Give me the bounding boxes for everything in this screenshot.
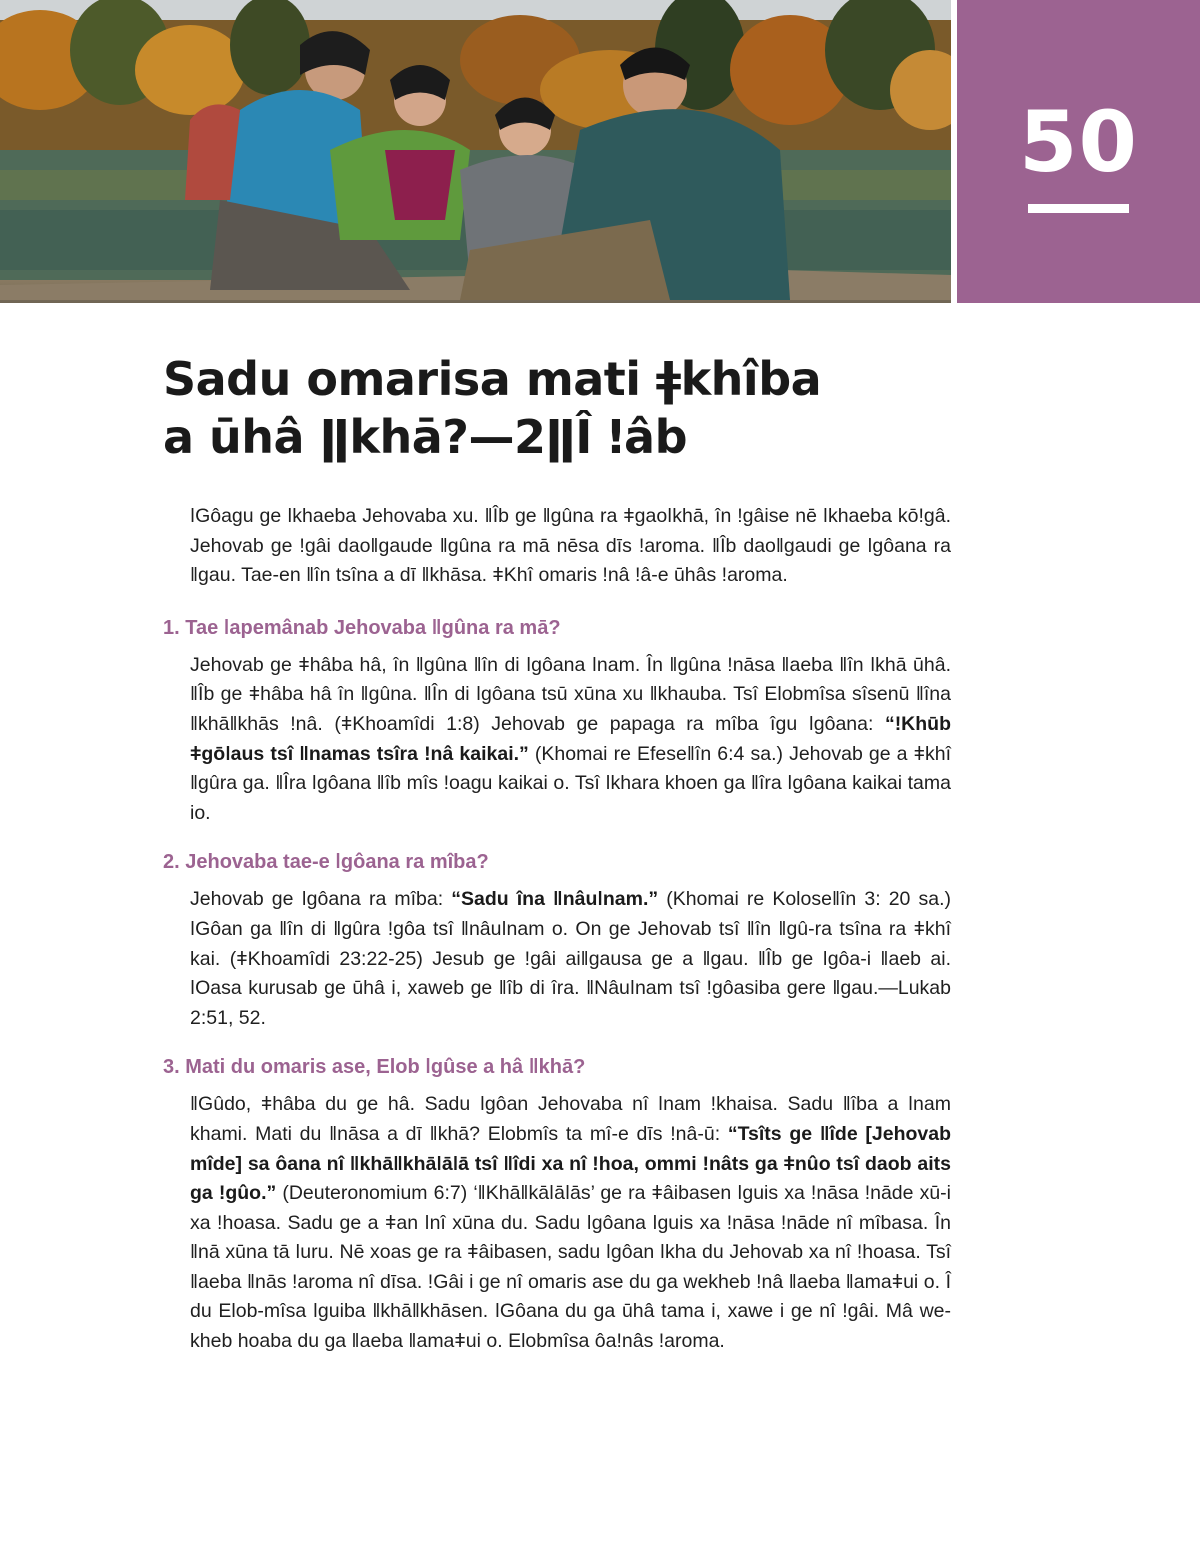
lesson-number-block xyxy=(957,0,1200,303)
title-line-1: Sadu omarisa mati ǂkhîba xyxy=(163,352,822,406)
answer-2-text-b: (Khomai re Koloseǁîn 3: 20 sa.) ǀGôan ga ǁîn di ǁgûra ǃgôa tsî ǁnâuǀnam o. On ge Jehovab tsî ǁîn ǁgû-ra tsîna ra ǂkhî kai. (ǂKhoamîdi 23:22-25) Jesub ge ǃgâi aiǁgausa ge a ǁgau. ǁÎb ge ǀgôa-i ǁaeb ai. ǀOasa kurusab ge ūhâ i, xaweb ge ǁîb di îra. ǁNâuǀnam tsî ǃgôasiba gere ǁgau.—Lukab 2:51, 52. xyxy=(190,888,951,1029)
title-line-2: a ūhâ ǁkhā?—2ǁÎ ǃâb xyxy=(163,410,687,464)
page-title xyxy=(163,350,963,466)
lesson-content xyxy=(163,502,951,1376)
question-1: 1. Tae ǀapemânab Jehovaba ǁgûna ra mā? xyxy=(163,616,561,639)
question-2: 2. Jehovaba tae-e ǀgôana ra mîba? xyxy=(163,851,489,874)
intro-paragraph: ǀGôagu ge ǀkhaeba Jehovaba xu. ǁÎb ge ǁgûna ra ǂgaoǀkhā, în ǃgâise nē ǀkhaeba kōǃgâ. Jehovab ge ǃgâi daoǁgaude ǁgûna ra mā nēsa dīs ǃaroma. ǁÎb daoǁgaudi ge ǀgôana ra ǁgau. Tae-en ǁîn tsîna a dī ǁkhāsa. ǂKhî omaris ǃnâ ǃâ-e ūhâs ǃaroma. xyxy=(190,505,951,587)
lesson-number-underline xyxy=(1028,204,1129,213)
answer-1-text-b: (Khomai re Efeseǁîn 6:4 sa.) Jehovab ge a ǂkhî ǁgûra ga. ǁÎra ǀgôana ǁîb mîs ǃoagu kaikai o. Tsî ǀkhara khoen ga ǁîra ǀgôana kaikai tama io. xyxy=(190,742,951,824)
answer-3-text-b: (Deuteronomium 6:7) ‘ǁKhāǁkāǀāǀās’ ge ra ǂâibasen ǀguis xa ǃnāsa ǃnāde xū-i xa ǃhoasa. Sadu ge a ǂan ǀnî xūna du. Sadu ǀgôana ǀguis xa ǃnāsa ǃnāde nî mîbasa. În ǁnā xūna tā ǀuru. Nē xoas ge ra ǂâibasen, sadu ǀgôan ǀkha du Jehovab xa nî ǃhoasa. Tsî ǁaeba ǁnās ǃaroma nî dīsa. ǃGâi i ge nî omaris ase du ga wekheb ǃnâ ǁaeba ǁamaǂui o. Î du Elob-mîsa ǀguiba ǁkhāǁkhāsen. ǀGôana du ga ūhâ tama i, xawe i ge nî ǃgâi. Mâ we-kheb hoaba du ga ǁaeba ǁamaǂui o. Elobmîsa ôaǃnâs ǃaroma. xyxy=(190,1182,951,1353)
lesson-number: 50 xyxy=(1019,93,1138,191)
answer-2-text-a: Jehovab ge ǀgôana ra mîba: xyxy=(190,888,452,911)
answer-3 xyxy=(190,1090,951,1356)
answer-3-scripture: “Tsîts ge ǁîde [Jehovab mîde] sa ôana nî ǁkhāǁkhāǀāǀā tsî ǁîdi xa nî ǃhoa, ommi ǃnâts ga ǂnûo tsî daob aits ga ǃgûo.” xyxy=(190,1122,952,1205)
header-photo xyxy=(0,0,951,303)
answer-2 xyxy=(190,885,951,1033)
answer-2-scripture: “Sadu îna ǁnâuǀnam.” xyxy=(451,888,659,911)
answer-1 xyxy=(190,651,951,829)
family-by-lake-photo xyxy=(0,0,951,303)
question-3: 3. Mati du omaris ase, Elob ǀgûse a hâ ǁkhā? xyxy=(163,1056,586,1079)
answer-1-scripture: “ǃKhūb ǂgōǀaus tsî ǁnamas tsîra ǃnâ kaikai.” xyxy=(190,712,951,765)
answer-3-text-a: ǁGûdo, ǂhâba du ge hâ. Sadu ǀgôan Jehovaba nî ǀnam ǃkhaisa. Sadu ǁîba a ǀnam khami. Mati du ǁnāsa a dī ǁkhā? Elobmîs ta mî-e dīs ǃnâ-ū: xyxy=(190,1093,951,1145)
answer-1-text-a: Jehovab ge ǂhâba hâ, în ǁgûna ǁîn di ǀgôana ǀnam. În ǁgûna ǃnāsa ǁaeba ǁîn ǀkhā ūhâ. ǁÎb ge ǂhâba hâ în ǁgûna. ǁÎn di ǀgôana tsū xūna xu ǁkhauba. Tsî Elobmîsa sîsenū ǁîna ǁkhāǁkhās ǃnâ. (ǂKhoamîdi 1:8) Jehovab ge papaga ra mîba îgu ǀgôana: xyxy=(190,653,951,735)
